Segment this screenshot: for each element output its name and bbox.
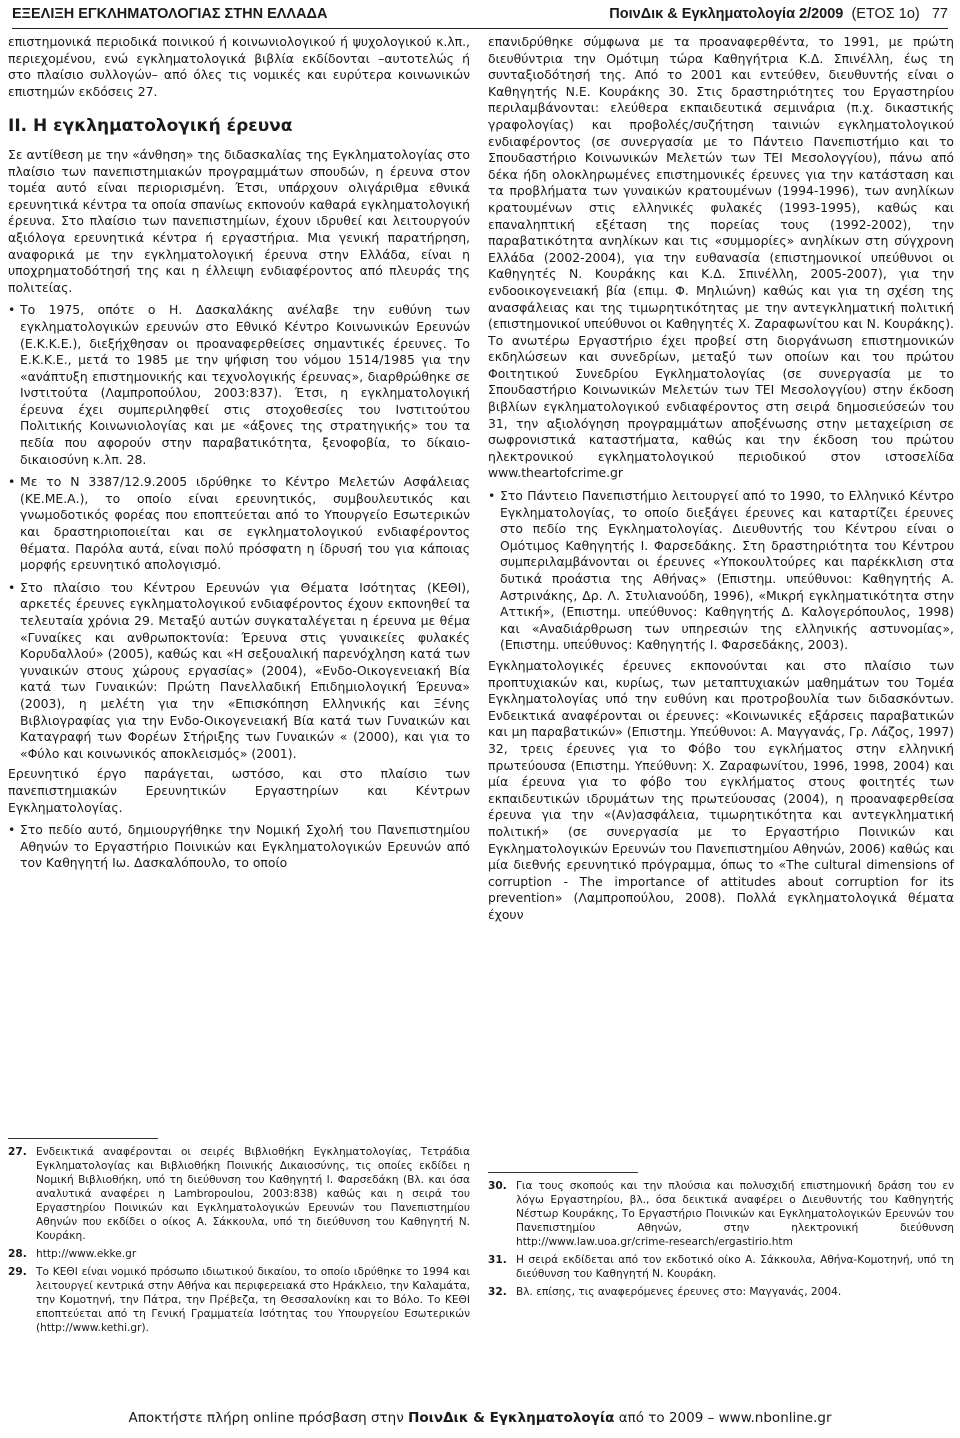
footnote xyxy=(8,1145,470,1243)
intro-paragraph: επιστημονικά περιοδικά ποινικού ή κοινωνιολογικού ή ψυχολογικού κ.λπ., περιεχομένου, ενώ εγκληματολογικά βιβλία εκδίδονται –αυτοτελώς ή στο πλαίσιο συλλογών– από όλες τις νομικές και ευρύτερα κοινωνικών επιστημών εκδόσεις 27. xyxy=(8,34,470,99)
footnote xyxy=(8,1247,470,1261)
footnote xyxy=(8,1265,470,1335)
bullet-icon: • xyxy=(8,579,16,595)
bullet-text: Με το Ν 3387/12.9.2005 ιδρύθηκε το Κέντρο Μελετών Ασφάλειας (ΚΕ.ΜΕ.Α.), το οποίο είναι ερευνητικός, συμβουλευτικός και γνωμοδοτικός φορέας που εποπτεύεται από το Υπουργείο Εσωτερικών και δραστηριοποιείται και σε εγκληματολογικού ενδιαφέροντος θέματα. Παρόλα αυτά, είναι πολύ πρόσφατη η ίδρυσή του για κάποιας μορφής ερευνητικό απολογισμό. xyxy=(20,474,470,573)
footnote xyxy=(488,1285,954,1299)
footnote-text[interactable]: http://www.ekke.gr xyxy=(36,1248,137,1260)
footer-prefix: Αποκτήστε πλήρη online πρόσβαση στην xyxy=(128,1410,404,1426)
footnote-divider xyxy=(488,1172,638,1173)
footnotes-right xyxy=(488,1162,954,1303)
header-volume: (ΕΤΟΣ 1ο) xyxy=(851,6,920,22)
footnote-text: Ενδεικτικά αναφέρονται οι σειρές Βιβλιοθήκη Εγκληματολογίας, Τετράδια Εγκληματολογίας και Βιβλιοθήκη Ποινικής Δικαιοσύνης, τις οποίες εκδίδει η Νομική Βιβλιοθήκη, υπό τη διεύθυνση του Καθηγητή Ι. Φαρσεδάκη (Βλ. και όσα αναλυτικά αναφέρει η Lambropoulou, 2003:838) καθώς και η σειρά του Εργαστηρίου Ποινικών και Εγκληματολογικών Ερευνών του Πανεπιστημίου Αθηνών που εκδίδει ο οίκος Α. Σάκκουλα, υπό τη διεύθυνση του Καθηγητή Ν. Κουράκη. xyxy=(36,1146,470,1242)
footnote-number: 29. xyxy=(8,1266,27,1278)
footer-journal: ΠοινΔικ & Εγκληματολογία xyxy=(408,1410,615,1426)
header-section-title: ΕΞΕΛΙΞΗ ΕΓΚΛΗΜΑΤΟΛΟΓΙΑΣ ΣΤΗΝ ΕΛΛΑΔΑ xyxy=(12,6,328,22)
bullet-text: Το 1975, οπότε ο Η. Δασκαλάκης ανέλαβε την ευθύνη των εγκληματολογικών ερευνών στο Εθνικό Κέντρο Κοινωνικών Ερευνών (Ε.Κ.Κ.Ε.), διεξήχθησαν οι προαναφερθείσες σημαντικές έρευνες. Το Ε.Κ.Κ.Ε., μετά το 1985 με την ψήφιση του νόμου 1514/1985 για την «ανάπτυξη επιστημονικής και τεχνολογικής έρευνας», διαρθρώθηκε σε Ινστιτούτα (Λαμπροπούλου, 2003:837). Έτσι, η εγκληματολογική έρευνα έχει συμπεριληφθεί στις στοχοθεσίες του Ινστιτούτου Πολιτικής Κοινωνιολογίας και με «άξονες της στρατηγικής» του τα πεδία που αφορούν στην παραβατικότητα, ξενοφοβία, το δίκαιο-δικαιοσύνη κ.λπ. 28. xyxy=(20,302,470,467)
bullet-item xyxy=(8,474,470,574)
page-footer xyxy=(0,1410,960,1426)
footnote-text: Για τους σκοπούς και την πλούσια και πολυσχιδή επιστημονική δράση του εν λόγω Εργαστηρίου, βλ., όσα δεικτικά αναφέρει ο Διευθυντής του Καθηγητής Νέστωρ Κουράκης, Το Εργαστήριο Ποινικών και Εγκληματολογικών Ερευνών του Πανεπιστημίου Αθηνών, στην ηλεκτρονική διεύθυνση http://www.law.uoa.gr/crime-research/ergastirio.htm xyxy=(516,1180,954,1248)
footer-link[interactable]: από το 2009 – www.nbonline.gr xyxy=(618,1410,832,1426)
right-column xyxy=(488,34,954,927)
footnote-text: Βλ. επίσης, τις αναφερόμενες έρευνες στο: Μαγγανάς, 2004. xyxy=(516,1286,842,1298)
left-column xyxy=(8,34,470,876)
bullet-text: Στο πεδίο αυτό, δημιουργήθηκε την Νομική Σχολή του Πανεπιστημίου Αθηνών το Εργαστήριο Ποινικών και Εγκληματολογικών Ερευνών από τον Καθηγητή Ιω. Δασκαλόπουλο, το οποίο xyxy=(20,822,470,871)
bullet-icon: • xyxy=(488,488,496,504)
bullet-text: Στο πλαίσιο του Κέντρου Ερευνών για Θέματα Ισότητας (ΚΕΘΙ), αρκετές έρευνες εγκληματολογικού ενδιαφέροντος έχουν εκπονηθεί τα τελευταία χρόνια 29. Μεταξύ αυτών συγκαταλέγεται η έρευνα με θέμα «Γυναίκες και ανθρωποκτονία: Έρευνα στις γυναικείες φυλακές Κορυδαλλού» (2005), καθώς και «Η σεξουαλική παρενόχληση κατά των γυναικών στους χώρους εργασίας» (2004), «Ενδο-Οικογενειακή Βία κατά των Γυναικών: Πρώτη Πανελλαδική Επιδημιολογική Έρευνα» (2003), η μελέτη για την «Επισκόπηση Ελληνικής και Ξένης Βιβλιογραφίας για την Ενδο-Οικογενειακή Βία κατά των Γυναικών και Καταγραφή των Φορέων Στήριξης των Γυναικών « (2000), και για το «Φύλο και κοινωνικός αποκλεισμός» (2001). xyxy=(20,579,470,761)
footnote xyxy=(488,1253,954,1281)
bullet-item xyxy=(8,822,470,872)
header-journal: ΠοινΔικ & Εγκληματολογία 2/2009 xyxy=(609,6,844,22)
body-paragraph: Ερευνητικό έργο παράγεται, ωστόσο, και στο πλαίσιο των πανεπιστημιακών Ερευνητικών Εργαστηρίων και Κέντρων Εγκληματολογίας. xyxy=(8,766,470,815)
bullet-icon: • xyxy=(8,302,16,318)
body-paragraph: επανιδρύθηκε σύμφωνα με τα προαναφερθέντα, το 1991, με πρώτη διευθύντρια την Ομότιμη τώρα Καθηγήτρια Κ.Δ. Σπινέλλη, έως τη συνταξιοδότησή της. Από το 2001 και εντεύθεν, διευθυντής είναι ο Καθηγητής Ν.Ε. Κουράκης 30. Στις δραστηριότητες του Εργαστηρίου περιλαμβάνονται: ελεύθερα εκπαιδευτικά σεμινάρια (π.χ. δικαστικής γραφολογίας) και προβολές/συζήτηση ταινιών εγκληματολογικού ενδιαφέροντος (σε συνεργασία με το Πάντειο Πανεπιστήμιο και το Σπουδαστήριο Κοινωνικών Μελετών των ΤΕΙ Μεσολογγίου), πάνω από δέκα ήδη ολοκληρωμένες επιστημονικές έρευνες για την κατάσταση και τα προβλήματα των γυναικών κρατουμένων (1994-1996), των ανηλίκων κρατουμένων στις ελληνικές φυλακές (1993-1995), καθώς και επαναληπτική εξέταση της πορείας τους (1992-2002), την παραβατικότητα ανηλίκων και τις «συμμορίες» ανηλίκων στη σύγχρονη Ελλάδα (2002-2004), για την ευθανασία (επιστημονικοί υπεύθυνοι οι Καθηγητές Ν. Κουράκης και Κ.Δ. Σπινέλλη, 2005-2007), για την ενδοοικογενειακή βία (επιμ. Φ. Μηλιώνη) καθώς και για τη σχέση της ανασφάλειας και της τιμωρητικότητας με την αντεγκληματική πολιτική (επιστημονικοί υπεύθυνοι οι Καθηγητές Χ. Ζαραφωνίτου και Ν. Κουράκης). Το ανωτέρω Εργαστήριο έχει προβεί στη διοργάνωση επιστημονικών εκδηλώσεων και συνεδρίων, μεταξύ των οποίων και του πρώτου Φοιτητικού Συνεδρίου Εγκληματολογίας (σε συνεργασία με το Σπουδαστήριο Κοινωνικών Μελετών των ΤΕΙ Μεσολογγίου) στην έκδοση βιβλίων εγκληματολογικού ενδιαφέροντος στη σειρά δημοσιεύσεών του 31, την αξιολόγηση προγραμμάτων αποξένωσης στην μεταχείριση σε σωφρονιστικά καταστήματα, καθώς και την έκδοση του πρώτου ηλεκτρονικού εγκληματολογικού περιοδικού στον ιστοσελίδα www.theartofcrime.gr xyxy=(488,34,954,481)
body-paragraph: Σε αντίθεση με την «άνθηση» της διδασκαλίας της Εγκληματολογίας στο πλαίσιο των πανεπιστημιακών προγραμμάτων σπουδών, η έρευνα στον τομέα αυτό είναι περιορισμένη. Έτσι, υπάρχουν ολιγάριθμα εθνικά ερευνητικά κέντρα τα οποία σπανίως εκπονούν καθαρά εγκληματολογική έρευνα. Στο πλαίσιο των πανεπιστημίων, έχουν ιδρυθεί και λειτουργούν αξιόλογα ερευνητικά κέντρα ή εργαστήρια. Μια γενική παρατήρηση, αναφορικά με την εγκληματολογική έρευνα στην Ελλάδα, είναι η υποχρηματοδότησή της και η έλλειψη ενδιαφέροντος από πλευράς της πολιτείας. xyxy=(8,146,470,295)
footnote-number: 31. xyxy=(488,1254,507,1266)
footnote-number: 32. xyxy=(488,1286,507,1298)
body-paragraph: Εγκληματολογικές έρευνες εκπονούνται και στο πλαίσιο των προπτυχιακών και, κυρίως, των μεταπτυχιακών μαθημάτων του Τομέα Εγκληματολογίας υπό την ευθύνη και προτροβουλία των διδασκόντων. Ενδεικτικά αναφέρονται οι έρευνες: «Κοινωνικές εξάρσεις παραβατικών και μη παραβατικών» (Επιστημ. Υπεύθυνοι: Α. Μαγγανάς, Γρ. Λάζος, 1997) 32, τρεις έρευνες για το Φόβο του εγκλήματος στην ελληνική πρωτεύουσα (Επιστημ. Υπεύθυνη: Χ. Ζαραφωνίτου, 1996, 1998, 2004) και μία έρευνα για το φόβο του εγκλήματος στους φοιτητές των εκπαιδευτικών ιδρυμάτων της πρωτεύουσας (2004), η προαναφερθείσα έρευνα για την «(Αν)ασφάλεια, τιμωρητικότητα και αντεγκληματική πολιτική» (σε συνεργασία με το Εργαστήριο Ποινικών και Εγκληματολογικών Ερευνών του Πανεπιστημίου Αθηνών, 2006) καθώς και μία διεθνής ερευνητικό πρόγραμμα, όπως το «The cultural dimensions of corruption - The importance of attitudes about corruption for its prevention» (Λαμπροπούλου, 2008). Πολλά εγκληματολογικά θέματα έχουν xyxy=(488,657,954,922)
header-journal-info xyxy=(609,6,948,28)
bullet-item xyxy=(8,302,470,468)
footnote-number: 28. xyxy=(8,1248,27,1260)
footnote-text: Το ΚΕΘΙ είναι νομικό πρόσωπο ιδιωτικού δικαίου, το οποίο ιδρύθηκε το 1994 και λειτουργεί κεντρικά στην Αθήνα και περιφερειακά στο Ηράκλειο, την Καλαμάτα, την Κομοτηνή, την Πάτρα, την Πρέβεζα, τη Θεσσαλονίκη και το Βόλο. Το ΚΕΘΙ εποπτεύεται από τη Γενική Γραμματεία Ισότητας του Υπουργείου Εσωτερικών (http://www.kethi.gr). xyxy=(36,1266,470,1334)
bullet-text: Στο Πάντειο Πανεπιστήμιο λειτουργεί από το 1990, το Ελληνικό Κέντρο Εγκληματολογίας, το οποίο διεξάγει έρευνες και καταρτίζει έρευνες στο πεδίο της Εγκληματολογίας. Διευθυντής του Κέντρου είναι ο Ομότιμος Καθηγητής Ι. Φαρσεδάκης. Στη δραστηριότητα του Κέντρου συμπεριλαμβάνονται οι έρευνες «Υποκουλτούρες και παρέκκλιση στα δυτικά προάστια της Αθήνας» (Επιστημ. υπεύθυνοι: Καθηγητής Α. Αστρινάκης, Δρ. Λ. Στυλιανούδη, 1996), «Μικρή εγκληματικότητα στην Αττική», (Επιστημ. υπεύθυνος: Καθηγητής Δ. Καλογερόπουλος, 1998) και «Αναδιάρθρωση των υπηρεσιών της ελληνικής αστυνομίας», (Επιστημ. υπεύθυνος: Καθηγητής Ι. Φαρσεδάκης, 2003). xyxy=(500,488,954,653)
bullet-item xyxy=(488,488,954,654)
running-header xyxy=(12,6,948,29)
footnote xyxy=(488,1179,954,1249)
footnote-divider xyxy=(8,1138,158,1139)
section-heading: ΙΙ. Η εγκληματολογική έρευνα xyxy=(8,116,293,137)
header-page-number: 77 xyxy=(931,6,948,22)
bullet-icon: • xyxy=(8,822,16,838)
footnotes-left xyxy=(8,1128,470,1339)
footnote-text: Η σειρά εκδίδεται από τον εκδοτικό οίκο Α. Σάκκουλα, Αθήνα-Κομοτηνή, υπό τη διεύθυνση του Καθηγητή Ν. Κουράκη. xyxy=(516,1254,954,1280)
footnote-number: 30. xyxy=(488,1180,507,1192)
footnote-number: 27. xyxy=(8,1146,27,1158)
bullet-icon: • xyxy=(8,474,16,490)
bullet-item xyxy=(8,580,470,763)
